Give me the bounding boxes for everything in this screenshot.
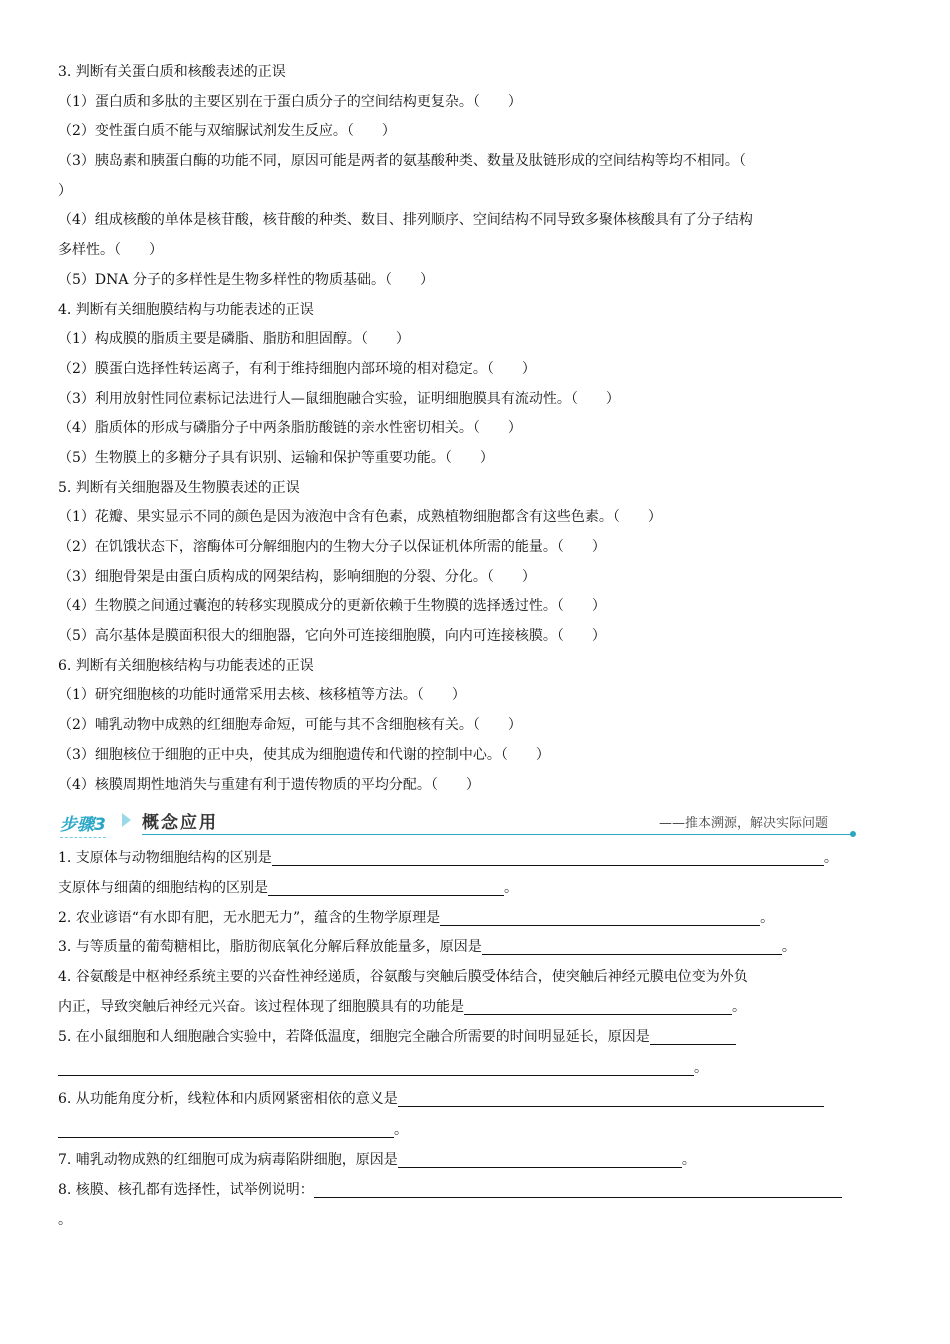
question-5-cont: 。: [58, 1053, 890, 1084]
answer-blank-1a[interactable]: [272, 847, 824, 866]
section-5-item-1: （1）花瓣、果实显示不同的颜色是因为液泡中含有色素，成熟植物细胞都含有这些色素。（ ）: [58, 509, 662, 526]
answer-blank-5a[interactable]: [650, 1026, 736, 1045]
section-6-item-3: （3）细胞核位于细胞的正中央，使其成为细胞遗传和代谢的控制中心。（ ）: [58, 746, 550, 763]
answer-blank-2[interactable]: [440, 907, 760, 926]
answer-blank-4[interactable]: [464, 996, 732, 1015]
question-5: 5. 在小鼠细胞和人细胞融合实验中，若降低温度，细胞完全融合所需要的时间明显延长，原因是: [58, 1022, 890, 1053]
section-6-item-2: （2）哺乳动物中成熟的红细胞寿命短，可能与其不含细胞核有关。（ ）: [58, 717, 522, 734]
step-label: 步骤3: [60, 810, 106, 838]
question-8: 8. 核膜、核孔都有选择性，试举例说明：: [58, 1176, 890, 1206]
question-6: 6. 从功能角度分析，线粒体和内质网紧密相依的意义是: [58, 1084, 890, 1115]
section-5-item-2: （2）在饥饿状态下，溶酶体可分解细胞内的生物大分子以保证机体所需的能量。（ ）: [58, 539, 606, 555]
section-3-item-5: （5）DNA 分子的多样性是生物多样性的物质基础。（ ）: [58, 271, 434, 288]
section-4-item-1: （1）构成膜的脂质主要是磷脂、脂肪和胆固醇。（ ）: [58, 331, 410, 348]
answer-blank-1b[interactable]: [268, 877, 504, 896]
question-4a: 4. 谷氨酸是中枢神经系统主要的兴奋性神经递质，谷氨酸与突触后膜受体结合，使突触后神经元膜电位变为外负: [58, 969, 748, 985]
section-3-heading: 3. 判断有关蛋白质和核酸表述的正误: [58, 64, 286, 80]
answer-blank-5b[interactable]: [58, 1057, 694, 1076]
section-3-item-4-cont: 多样性。（ ）: [58, 242, 163, 259]
section-5-heading: 5. 判断有关细胞器及生物膜表述的正误: [58, 479, 300, 496]
answer-blank-7[interactable]: [398, 1149, 682, 1168]
section-4-item-2: （2）膜蛋白选择性转运离子，有利于维持细胞内部环境的相对稳定。（ ）: [58, 360, 536, 377]
section-4-heading: 4. 判断有关细胞膜结构与功能表述的正误: [58, 301, 314, 318]
section-6-item-1: （1）研究细胞核的功能时通常采用去核、核移植等方法。（ ）: [58, 687, 466, 704]
answer-blank-8[interactable]: [314, 1179, 842, 1198]
section-6-heading: 6. 判断有关细胞核结构与功能表述的正误: [58, 657, 314, 674]
section-5-item-5: （5）高尔基体是膜面积很大的细胞器，它向外可连接细胞膜，向内可连接核膜。（ ）: [58, 628, 606, 645]
question-2: 2. 农业谚语“有水即有肥，无水肥无力”，蕴含的生物学原理是 。: [58, 904, 890, 934]
section-5-item-4: （4）生物膜之间通过囊泡的转移实现膜成分的更新依赖于生物膜的选择透过性。（ ）: [58, 598, 606, 615]
play-arrow-icon: [122, 813, 131, 827]
question-4b: 内正，导致突触后神经元兴奋。该过程体现了细胞膜具有的功能是 。: [58, 993, 890, 1023]
banner-divider: [142, 834, 852, 835]
step-3-banner: [58, 802, 890, 842]
question-3: 3. 与等质量的葡萄糖相比，脂肪彻底氧化分解后释放能量多，原因是 。: [58, 933, 890, 963]
section-3-item-2: （2）变性蛋白质不能与双缩脲试剂发生反应。（ ）: [58, 123, 396, 140]
section-3-item-3: （3）胰岛素和胰蛋白酶的功能不同，原因可能是两者的氨基酸种类、数量及肽链形成的空间结构等均不相同。（: [58, 153, 746, 170]
question-7: 7. 哺乳动物成熟的红细胞可成为病毒陷阱细胞，原因是 。: [58, 1146, 890, 1176]
question-6-cont: 。: [58, 1115, 890, 1146]
section-4-item-3: （3）利用放射性同位素标记法进行人—鼠细胞融合实验，证明细胞膜具有流动性。（ ）: [58, 390, 620, 407]
question-8-cont: 。: [58, 1211, 72, 1228]
answer-blank-6a[interactable]: [398, 1088, 824, 1107]
answer-blank-3[interactable]: [482, 936, 782, 955]
section-3-item-4: （4）组成核酸的单体是核苷酸，核苷酸的种类、数目、排列顺序、空间结构不同导致多聚体核酸具有了分子结构: [58, 212, 753, 229]
section-4-item-5: （5）生物膜上的多糖分子具有识别、运输和保护等重要功能。（ ）: [58, 449, 494, 466]
banner-dot-icon: [850, 831, 856, 837]
section-6-item-4: （4）核膜周期性地消失与重建有利于遗传物质的平均分配。（ ）: [58, 776, 480, 793]
section-3-item-1: （1）蛋白质和多肽的主要区别在于蛋白质分子的空间结构更复杂。（ ）: [58, 93, 522, 110]
section-5-item-3: （3）细胞骨架是由蛋白质构成的网架结构，影响细胞的分裂、分化。（ ）: [58, 568, 536, 585]
worksheet-page: [58, 58, 890, 1236]
section-3-item-3-cont: ）: [58, 182, 72, 199]
banner-subtitle: ——推本溯源，解决实际问题: [658, 816, 828, 832]
banner-title: 概念应用: [142, 813, 218, 834]
section-4-item-4: （4）脂质体的形成与磷脂分子中两条脂肪酸链的亲水性密切相关。（ ）: [58, 420, 522, 437]
answer-blank-6b[interactable]: [58, 1119, 394, 1138]
question-1b: 支原体与细菌的细胞结构的区别是 。: [58, 874, 890, 904]
question-1a: 1. 支原体与动物细胞结构的区别是 。: [58, 844, 890, 874]
